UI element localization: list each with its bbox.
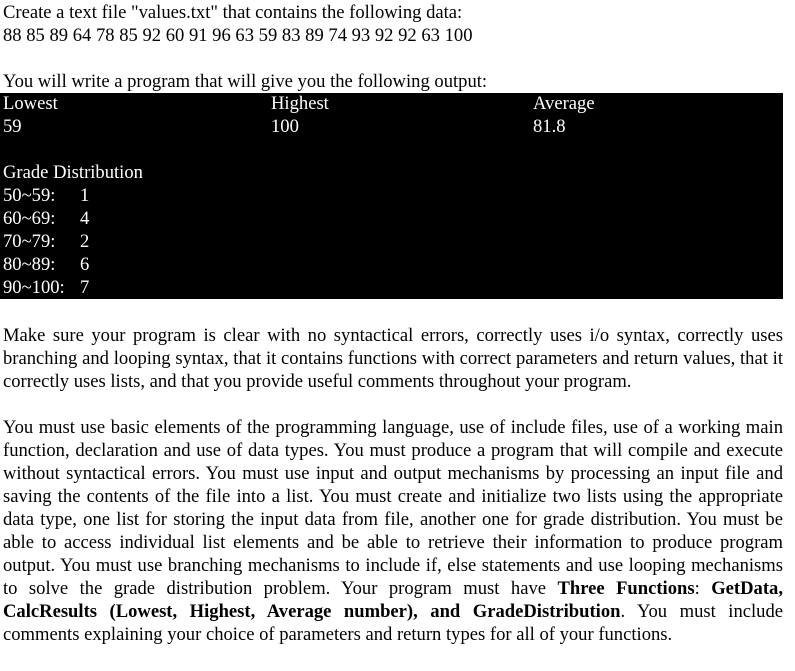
average-header: Average xyxy=(533,93,595,114)
sample-output-console xyxy=(0,93,783,299)
average-value: 81.8 xyxy=(533,116,566,137)
distribution-range: 80~89: xyxy=(3,254,56,275)
distribution-count: 1 xyxy=(80,185,90,206)
distribution-count: 7 xyxy=(80,277,90,298)
lowest-header: Lowest xyxy=(3,93,58,114)
distribution-count: 2 xyxy=(80,231,90,252)
three-functions-emphasis: Three Functions xyxy=(557,578,695,599)
requirements-paragraph: Make sure your program is clear with no syntactical errors, correctly uses i/o syntax, correctly uses branching and looping syntax, that it contains functions with correct parameters and return values, that it correctly uses lists, and that you provide useful comments throughout your program. xyxy=(3,325,783,392)
function-names-emphasis: GetData, CalcResults (Lowest, Highest, Average number), and GradeDistribution xyxy=(3,578,783,622)
paragraph-text: : xyxy=(694,578,712,599)
lowest-value: 59 xyxy=(3,116,22,137)
paragraph-text: You must use basic elements of the programming language, use of include files, use of a working main function, declaration and use of data types. You must produce a program that will compile and execute without syntactical errors. You must use input and output mechanisms by processing an input file and saving the contents of the file into a list. You must create and initialize two lists using the appropriate data type, one list for storing the input data from file, another one for grade distribution. You must be able to access individual list elements and be able to retrieve their information to produce program output. You must use branching mechanisms to include if, else statements and use looping mechanisms to solve the grade distribution problem. Your program must have xyxy=(3,417,783,599)
input-data-values: 88 85 89 64 78 85 92 60 91 96 63 59 83 89 74 93 92 92 63 100 xyxy=(3,25,473,46)
distribution-range: 60~69: xyxy=(3,208,56,229)
intro-instruction: Create a text file "values.txt" that contains the following data: xyxy=(3,2,463,23)
highest-header: Highest xyxy=(271,93,329,114)
distribution-title: Grade Distribution xyxy=(3,162,143,183)
distribution-count: 6 xyxy=(80,254,90,275)
distribution-count: 4 xyxy=(80,208,90,229)
paragraph-text: . You must include comments explaining your choice of parameters and return types for all of your functions. xyxy=(3,601,783,645)
distribution-range: 70~79: xyxy=(3,231,56,252)
distribution-range: 90~100: xyxy=(3,277,65,298)
distribution-range: 50~59: xyxy=(3,185,56,206)
highest-value: 100 xyxy=(271,116,299,137)
detailed-requirements-paragraph xyxy=(3,416,783,646)
output-instruction: You will write a program that will give you the following output: xyxy=(3,71,488,92)
